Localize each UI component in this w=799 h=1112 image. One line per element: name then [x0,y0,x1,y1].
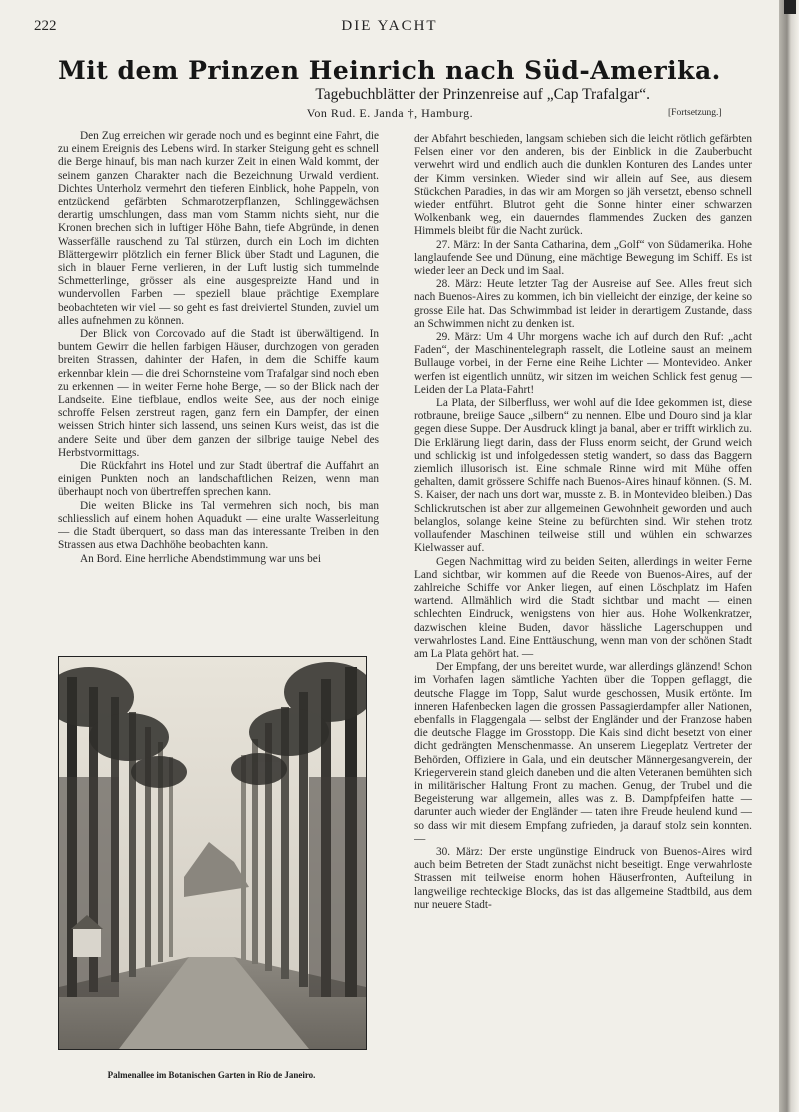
right-text-column [414,133,752,1093]
paragraph: 29. März: Um 4 Uhr morgens wache ich auf durch den Ruf: „acht Faden“, der Maschinentelegraph rasselt, die Lotleine saust an meinem Bullauge vorbei, in der Ferne eine Reihe Lichter — Montevideo. Anker werfen ist eigentlich unnütz, wir sitzen im weichen Schlick fest genug — Leiden der La Plata-Fahrt! [414,331,752,396]
left-text-column [58,130,379,642]
page-edge [779,0,799,1112]
photo-caption: Palmenallee im Botanischen Garten in Rio de Janeiro. [107,1070,316,1080]
paragraph: Der Blick von Corcovado auf die Stadt ist überwältigend. In buntem Gewirr die hellen farbigen Häuser, durchzogen von geraden breiten Strassen, dahinter der Hafen, in dem die Schiffe kaum erkennbar klein — die drei Schornsteine vom Trafalgar sind noch eben zu erkennen — in weiter Ferne hohe Berge, — so der Blick nach der Landseite. Eine tiefblaue, endlos weite See, aus der noch einige schroffe Felsen zerstreut ragen, ganz fern ein Dampfer, der einen weissen Strich hinter sich lassend, uns seinen Kurs weist, das ist die andere Seite und über dem ganzen der silbrige tauige Nebel des Herbstvormittags. [58,328,379,459]
paragraph: An Bord. Eine herrliche Abendstimmung war uns bei [80,552,321,565]
palm-avenue-photo [58,656,367,1050]
paragraph: 30. März: Der erste ungünstige Eindruck von Buenos-Aires wird auch beim Betreten der Stadt zunächst nicht beseitigt. Enge verwahrloste Strassen mit teilweise enorm hohen Häuserfronten, Aufteilung in langweilige rechteckige Blocks, das ist das allgemeine Stadtbild, aus dem nur neuere Stadt- [414,845,752,911]
paragraph: der Abfahrt beschieden, langsam schieben sich die leicht rötlich gefärbten Felsen einer vor den anderen, bis der Einblick in die Zauberbucht verwehrt wird und endlich auch die dunklen Konturen des Landes unter der Kimm versinken. Wieder sind wir allein auf See, aus diesem Stückchen Paradies, in das wir am Morgen so jäh versetzt, ebenso schnell wieder entführt. Blutrot geht die Sonne hinter einer schwarzen Wolkenbank weg, ein dauerndes flammendes Zucken des ganzen Himmels bleibt für die Nacht zurück. [414,133,752,238]
paragraph: Die Rückfahrt ins Hotel und zur Stadt übertraf die Auffahrt an einigen Punkten noch an landschaftlichen Reizen, wenn man überhaupt noch von übertreffen sprechen kann. [58,460,379,499]
article-byline: Von Rud. E. Janda †, Hamburg. [306,106,474,120]
paragraph: 28. März: Heute letzter Tag der Ausreise auf See. Alles freut sich nach Buenos-Aires zu kommen, ich bin vielleicht der einzige, der keine so grosse Eile hat. Das Schwimmbad ist leider in derartigem Zustande, dass an Schwimmen nicht zu denken ist. [414,278,752,330]
palm-avenue-illustration [59,657,366,1049]
running-title: DIE YACHT [341,18,438,34]
paragraph: Den Zug erreichen wir gerade noch und es beginnt eine Fahrt, die zu einem Ereignis des Lebens wird. In starker Steigung geht es schnell die Berge hinauf, bis man nach kurzer Zeit in einen Wald kommt, der seinem ganzen Charakter nach die Bezeichnung Urwald verdient. Dichtes Unterholz vermehrt den tieferen Einblick, hohe Pappeln, von entzückend gefärbten Schmarotzerpflanzen, Schlinggewächsen derartig umschlungen, dass man vom Stamm nichts sieht, nur die Kronen brechen sich in luftiger Höhe Bahn, tiefe Abgründe, in denen Wasserfälle rauschend zu Tal stürzen, durch ein Loch im dichten Blättergewirr plötzlich ein ferner Blick über Stadt und Lagunen, die sich in blauer Ferne verlieren, in der Luft lustig sich tummelnde Schmetterlinge, grösser als eine ausgespreizte Hand und in wundervollen Farben — speziell blaue prächtige Exemplare beobachteten wir viel — so geht es fast dreiviertel Stunden, zuviel um alles aufnehmen zu können. [58,130,379,327]
article-subtitle: Tagebuchblätter der Prinzenreise auf „Cap Trafalgar“. [315,86,650,103]
paragraph: Gegen Nachmittag wird zu beiden Seiten, allerdings in weiter Ferne Land sichtbar, wir kommen auf die Reede von Buenos-Aires, auf der zahlreiche Schiffe vor Anker liegen, auf einen Löschplatz im Hafen wartend. Allmählich wird die Stadt sichtbar und macht — einen schlechten Eindruck, wenigstens von hier aus. Hohe Wolkenkratzer, dazwischen kleine Buden, davor hässliche Lagerschuppen und verwahrlostes Land. Eine Enttäuschung, wenn man von der schönen Stadt am La Plata gehört hat. — [414,555,752,660]
paragraph: Die weiten Blicke ins Tal vermehren sich noch, bis man schliesslich auf einem hohen Aquadukt — eine uralte Wasserleitung — die Stadt überquert, so dass man das interessante Treiben in den Strassen aus etwa Dachhöhe beobachten kann. [58,499,379,552]
article-title: Mit dem Prinzen Heinrich nach Süd-Amerika. [58,56,721,85]
paragraph: 27. März: In der Santa Catharina, dem „Golf“ von Südamerika. Hohe langlaufende See und Dünung, eine mächtige Bewegung im Schiff. Es ist wieder leer an Deck und im Saal. [414,238,752,278]
page-number: 222 [34,18,57,34]
continuation-note: [Fortsetzung.] [668,108,722,118]
paragraph: Der Empfang, der uns bereitet wurde, war allerdings glänzend! Schon im Vorhafen lagen sämtliche Yachten über die Toppen geflaggt, die deutsche Flagge im Topp, Salut wurde geschossen, Musik ertönte. Im inneren Hafenbecken lagen die grossen Passagierdampfer aller Nationen, ebenfalls in Flaggengala — selbst der Engländer und der Franzose haben die deutsche Flagge im Grosstopp. Die Kais sind dicht besetzt von einer dicht gedrängten Menschenmasse. An unserem Liegeplatz Vertreter der Behörden, Offiziere in Gala, und ein deutscher Männergesangverein, der Kriegerverein stand gleich daneben und die alten Veteranen bemühten sich in militärischer Haltung Front zu machen. Genug, der Trubel und die Begeisterung war allgemein, alles was z. B. Dampfpfeifen hatte — darunter auch wieder der Engländer — taten ihre Freude heulend kund — so dass wir mit diesem Empfang zufrieden, ja darauf stolz sein konnten. — [414,661,752,845]
page-corner-mark [784,0,796,14]
paragraph: La Plata, der Silberfluss, wer wohl auf die Idee gekommen ist, diese rotbraune, breiige Sauce „silbern“ zu nennen. Elbe und Douro sind ja klar gegen diese Suppe. Der Ausdruck klingt ja banal, aber er trifft wirklich zu. Die Erklärung liegt darin, dass der Fluss enorm seicht, der Grund weich und schlickig ist und infolgedessen stetig wandert, so dass das Baggern ziemlich illusorisch ist. Eine schmale Rinne wird mit Mühe offen gehalten, damit grössere Schiffe nach Buenos-Aires hinauf können. (S. M. S. Kaiser, der nach uns dort war, musste z. B. in Montevideo bleiben.) Das Schlickrutschen ist aber zur allgemeinen Gewohnheit geworden und auch belanglos, solange keine Steine zu befürchten sind. Wir stehen trotz vollaufender Maschinen teilweise still und wühlen ein schwarzes Kielwasser auf. [414,397,752,555]
